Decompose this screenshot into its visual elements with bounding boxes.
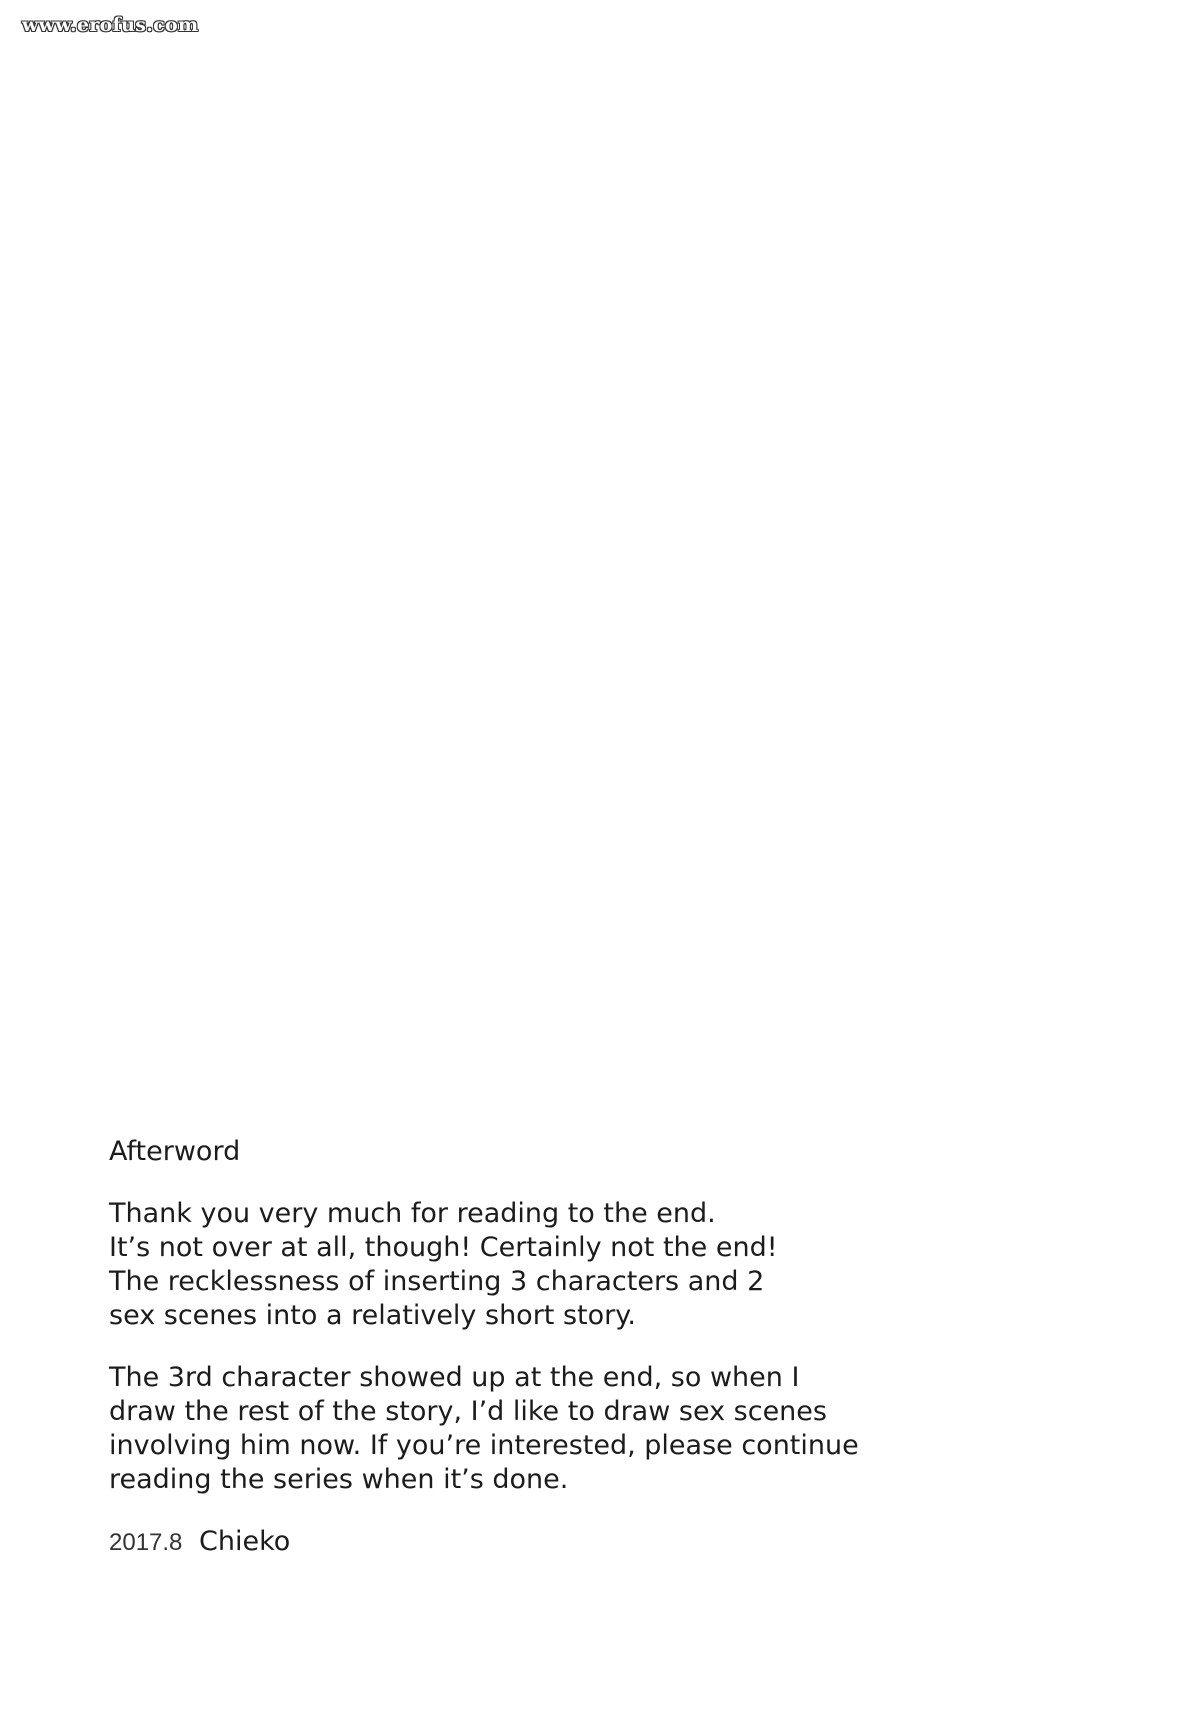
site-watermark: www.erofus.com	[22, 14, 199, 36]
text-line: draw the rest of the story, I’d like to draw sex scenes	[109, 1396, 827, 1427]
afterword-paragraph-2	[109, 1361, 1109, 1497]
signature-date: 2017.8	[109, 1529, 183, 1556]
text-line: The recklessness of inserting 3 characters and 2	[109, 1266, 765, 1297]
afterword-title: Afterword	[109, 1136, 241, 1167]
text-line: The 3rd character showed up at the end, so when I	[109, 1362, 800, 1393]
signature-author: Chieko	[199, 1526, 291, 1557]
text-line: reading the series when it’s done.	[109, 1464, 569, 1495]
signature	[109, 1525, 1109, 1560]
text-line: Thank you very much for reading to the end.	[109, 1198, 716, 1229]
text-line: involving him now. If you’re interested, please continue	[109, 1430, 859, 1461]
afterword-section	[109, 1135, 1109, 1560]
afterword-paragraph-1	[109, 1197, 1109, 1333]
text-line: sex scenes into a relatively short story.	[109, 1300, 636, 1331]
text-line: It’s not over at all, though! Certainly not the end!	[109, 1232, 778, 1263]
